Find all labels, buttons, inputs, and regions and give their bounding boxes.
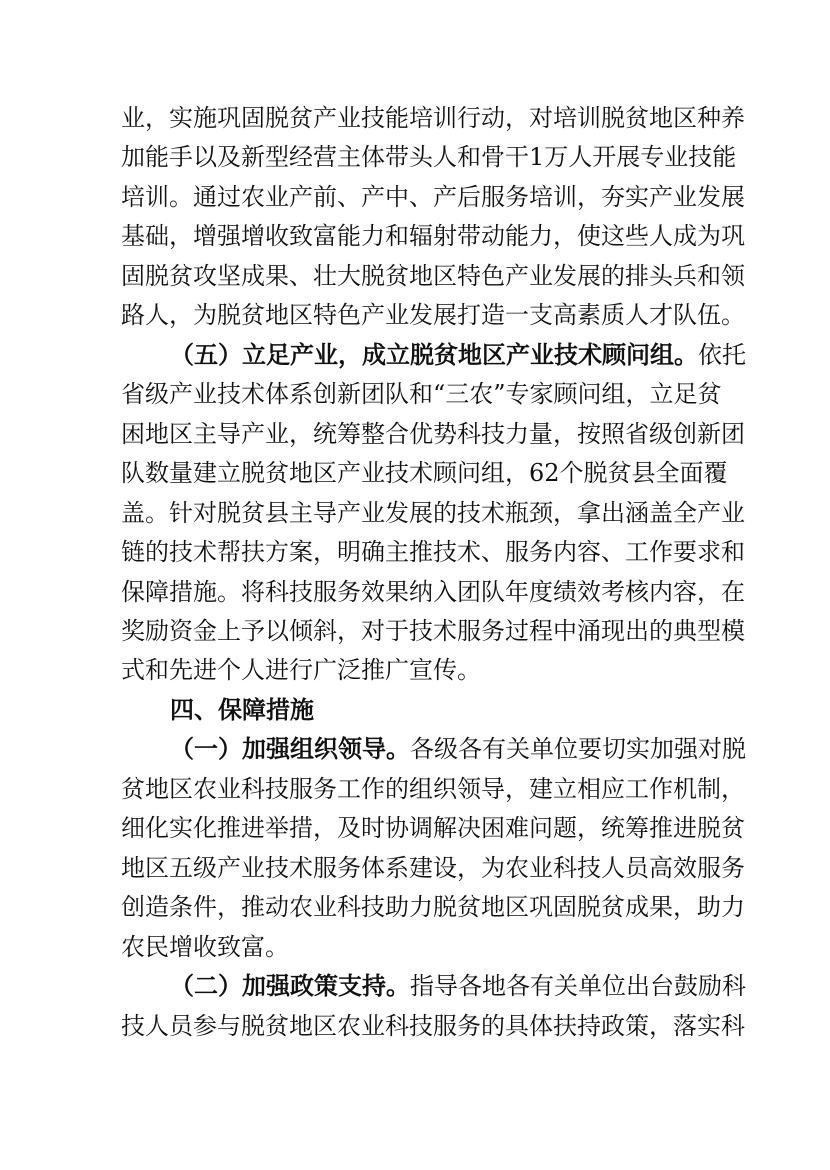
paragraph-heading: （一）加强组织领导。 <box>170 735 410 763</box>
body-line: 贫地区农业科技服务工作的组织领导，建立相应工作机制， <box>121 775 745 803</box>
body-line: 培训。通过农业产前、产中、产后服务培训，夯实产业发展 <box>121 183 745 211</box>
section-title: 四、保障措施 <box>170 696 314 724</box>
body-line: 奖励资金上予以倾斜，对于技术服务过程中涌现出的典型模 <box>121 617 745 645</box>
body-line: 技人员参与脱贫地区农业科技服务的具体扶持政策，落实科 <box>121 1012 745 1040</box>
paragraph-first-line <box>170 971 746 1001</box>
body-line: 链的技术帮扶方案，明确主推技术、服务内容、工作要求和 <box>121 538 745 566</box>
body-line: 省级产业技术体系创新团队和“三农”专家顾问组，立足贫 <box>121 380 722 408</box>
body-line: 加能手以及新型经营主体带头人和骨干1万人开展专业技能 <box>121 143 737 171</box>
body-line: 基础，增强增收致富能力和辐射带动能力，使这些人成为巩 <box>121 222 745 250</box>
body-line: 业，实施巩固脱贫产业技能培训行动，对培训脱贫地区种养 <box>121 104 745 132</box>
body-line: 困地区主导产业，统筹整合优势科技力量，按照省级创新团 <box>121 420 745 448</box>
paragraph-heading: （二）加强政策支持。 <box>170 972 410 1000</box>
paragraph-heading: （五）立足产业，成立脱贫地区产业技术顾问组。 <box>170 341 698 369</box>
body-line: 细化实化推进举措，及时协调解决困难问题，统筹推进脱贫 <box>121 814 745 842</box>
paragraph-first-line <box>170 340 746 370</box>
body-line: 保障措施。将科技服务效果纳入团队年度绩效考核内容，在 <box>121 578 745 606</box>
body-text: 各级各有关单位要切实加强对脱 <box>410 735 746 763</box>
paragraph-first-line <box>170 734 746 764</box>
body-text: 依托 <box>698 341 746 369</box>
body-line: 路人，为脱贫地区特色产业发展打造一支高素质人才队伍。 <box>121 301 745 329</box>
body-line: 盖。针对脱贫县主导产业发展的技术瓶颈，拿出涵盖全产业 <box>121 499 745 527</box>
body-line: 农民增收致富。 <box>121 933 289 961</box>
body-line: 队数量建立脱贫地区产业技术顾问组，62个脱贫县全面覆 <box>121 459 728 487</box>
body-line: 创造条件，推动农业科技助力脱贫地区巩固脱贫成果，助力 <box>121 893 745 921</box>
body-line: 式和先进个人进行广泛推广宣传。 <box>121 656 481 684</box>
body-line: 地区五级产业技术服务体系建设，为农业科技人员高效服务 <box>121 854 745 882</box>
body-text: 指导各地各有关单位出台鼓励科 <box>410 972 746 1000</box>
body-line: 固脱贫攻坚成果、壮大脱贫地区特色产业发展的排头兵和领 <box>121 262 745 290</box>
